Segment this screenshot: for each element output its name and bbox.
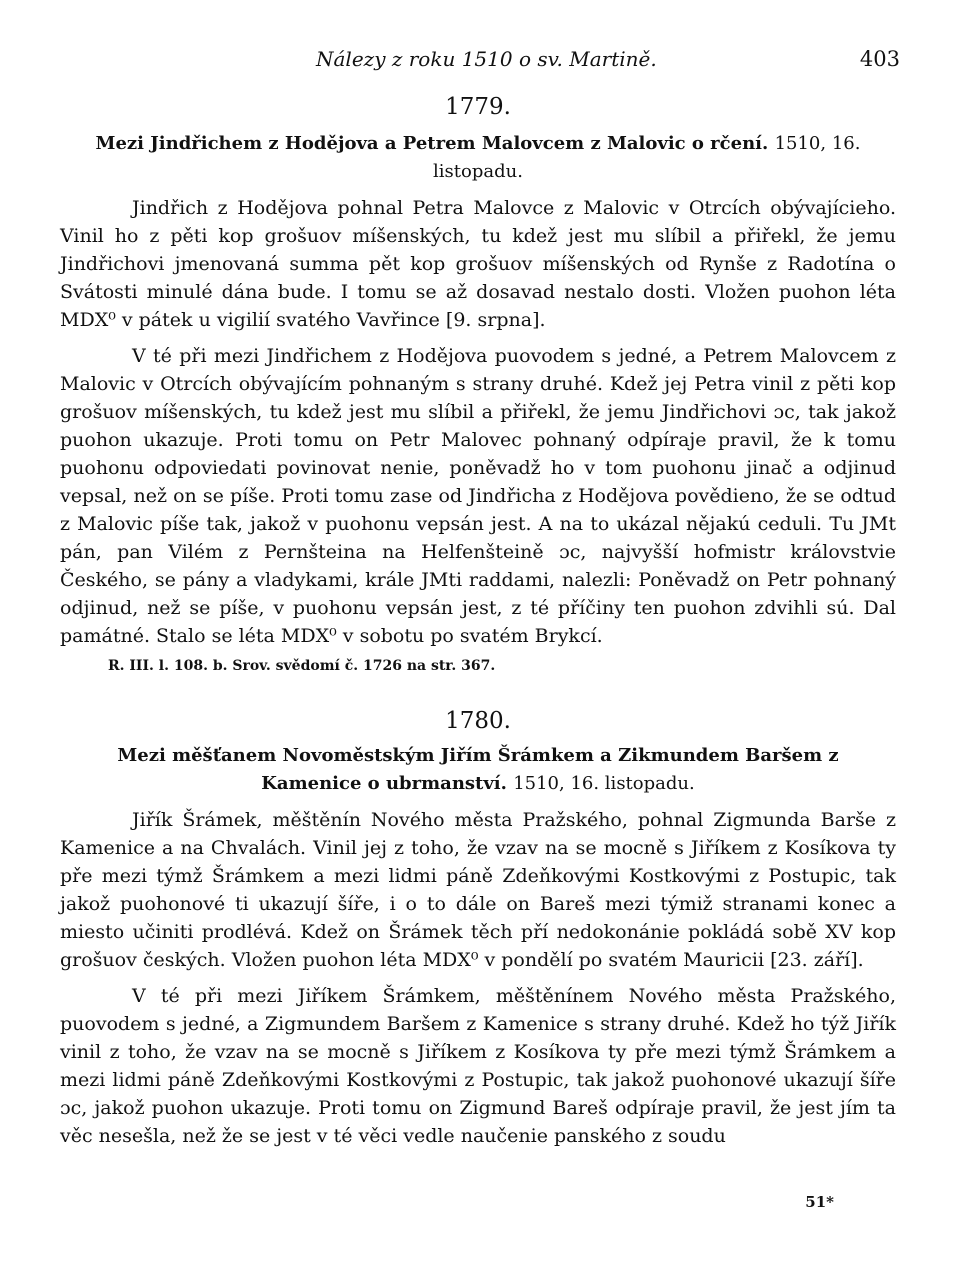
entry-paragraph: V té při mezi Jiříkem Šrámkem, měštěnínem Nového města Pražského, puovodem s jedné, a Zigmundem Baršem z Kamenice s strany druhé. Kdež ho týž Jiřík vinil z toho, že vzav na se mocně s Jiříkem z Kosíkova ty pře mezi týmž Šrámkem a mezi lidmi páně Zdeňkovými Kostkovými z Postupic, tak jakož puohonové ukazují šíře ɔc, jakož puohon ukazuje. Proti tomu on Zigmund Bareš odpíraje pravil, že jest jím ta věc nesešla, než že se jest v té věci vedle naučenie panského z soudu bbox=[60, 985, 896, 1147]
entry-paragraph: Jiřík Šrámek, měštěnín Nového města Pražského, pohnal Zigmunda Barše z Kamenice a na Chvalách. Vinil jej z toho, že vzav na se mocně s Jiříkem z Kosíkova ty pře mezi týmž Šrámkem a mezi lidmi páně Zdeňkovými Kostkovými z Postupic, tak jakož puohonové ti ukazují šíře, i o to dále on Bareš mezi týmiž stranami konec a miesto učiniti prodlévá. Kdež on Šrámek těch pří nedokonánie pokládá sobě XV kop grošuov českých. Vložen puohon léta MDX⁰ v pondělí po svatém Mauricii [23. září]. bbox=[60, 809, 896, 971]
entry-heading-date: 1510, 16. listopadu. bbox=[513, 773, 695, 794]
entry-heading-text: Mezi Jindřichem z Hodějova a Petrem Malovcem z Malovic o rčení. bbox=[95, 133, 769, 154]
entry-1780 bbox=[60, 706, 896, 1150]
entry-number: 1780. bbox=[445, 708, 511, 734]
entry-heading-date: 1510, 16. listopadu. bbox=[433, 133, 861, 182]
page-number: 403 bbox=[859, 47, 900, 71]
source-note: R. III. l. 108. b. Srov. svědomí č. 1726 na str. 367. bbox=[108, 658, 496, 674]
entry-paragraph: Jindřich z Hodějova pohnal Petra Malovce z Malovic v Otrcích obývajícieho. Vinil ho z pěti kop grošuov míšenských, tu kdež jest mu slíbil a přiřekl, že jemu Jindřichovi jmenovaná summa pět kop grošuov míšenských od Rynše z Radotína o Svátosti minulé dána bude. I tomu se až dosavad nestalo dosti. Vložen puohon léta MDX⁰ v pátek u vigilií svatého Vavřince [9. srpna]. bbox=[60, 197, 896, 331]
entry-1779 bbox=[60, 92, 896, 678]
signature-mark: 51* bbox=[805, 1193, 834, 1211]
entry-heading bbox=[60, 130, 896, 186]
entry-paragraph: V té při mezi Jindřichem z Hodějova puovodem s jedné, a Petrem Malovcem z Malovic v Otrcích obývajícím pohnaným s strany druhé. Kdež jej Petra vinil z pěti kop grošuov míšenských, tu kdež jest mu slíbil a přiřekl, že jemu Jindřichovi ɔc, tak jakož puohon ukazuje. Proti tomu on Petr Malovec pohnaný odpíraje pravil, že k tomu puohonu odpoviedati povinovat nenie, poněvadž ho v tom puohonu jinač a odjinud vepsal, než on se píše. Proti tomu zase od Jindřicha z Hodějova povědieno, že se odtud z Malovic píše tak, jakož v puohonu vepsán jest. A na to ukázal nějakú ceduli. Tu JMt pán, pan Vilém z Pernšteina na Helfenšteině ɔc, najvyšší hofmistr královstvie Českého, se pány a vladykami, krále JMti raddami, nalezli: Poněvadž on Petr pohnaný odjinud, než se píše, v puohonu vepsán jest, z té příčiny ten puohon zdvihli sú. Dal památné. Stalo se léta MDX⁰ v sobotu po svatém Brykcí. bbox=[60, 345, 896, 647]
entry-heading bbox=[60, 742, 896, 798]
entry-heading-text: Mezi měšťanem Novoměstským Jiřím Šrámkem a Zikmundem Baršem z Kamenice o ubrmanství. bbox=[117, 745, 839, 794]
entry-number: 1779. bbox=[445, 94, 511, 120]
running-head bbox=[0, 44, 960, 74]
running-head-title: Nálezy z roku 1510 o sv. Martině. bbox=[316, 47, 657, 71]
